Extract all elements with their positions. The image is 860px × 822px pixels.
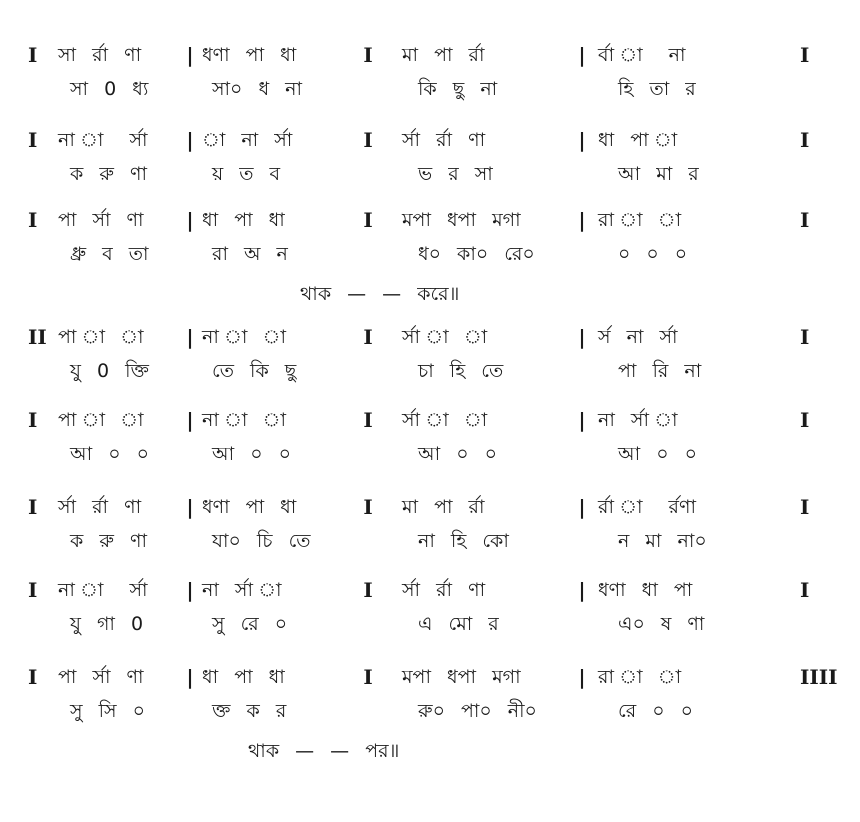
barline: | [186, 325, 194, 349]
swar-line [0, 205, 860, 235]
lyric-measure: রা অ ন [212, 243, 288, 265]
swar-measure: র্সা র্রা ণা [402, 129, 486, 151]
closing-barline: I [800, 495, 810, 519]
lyric-line [0, 356, 860, 386]
lyric-measure: চা হি তে [418, 360, 504, 382]
closing-barline: I [800, 208, 810, 232]
lyric-measure: সা 0 ধ্য [70, 78, 149, 100]
opening-barline: I [28, 665, 38, 689]
swar-measure: মা পা র্রা [402, 496, 485, 518]
lyric-measure: আ ০ ০ [70, 443, 149, 465]
barline: | [186, 43, 194, 67]
swar-measure: ধা পা ধা [202, 666, 285, 688]
closing-barline: I [800, 578, 810, 602]
swar-line [0, 322, 860, 352]
lyric-measure: রু০ পা০ নী০ [418, 700, 537, 722]
lyric-measure: ধ্রু ব তা [70, 243, 149, 265]
lyric-measure: ০ ০ ০ [618, 243, 688, 265]
lyric-measure: আ মা র [618, 163, 699, 185]
lyric-measure: সু সি ০ [70, 700, 145, 722]
barline: | [578, 578, 586, 602]
swar-measure: র্সা া া [402, 409, 498, 431]
closing-barline: I [800, 325, 810, 349]
opening-barline: II [28, 325, 47, 349]
lyric-line [0, 159, 860, 189]
lyric-measure: ক রু ণা [70, 530, 147, 552]
swar-measure: র্সা া া [402, 326, 498, 348]
swar-line [0, 492, 860, 522]
swar-line [0, 575, 860, 605]
swar-measure: ধণা পা ধা [202, 44, 297, 66]
barline: | [578, 128, 586, 152]
lyric-measure: হি তা র [618, 78, 696, 100]
lyric-line [0, 526, 860, 556]
barline: | [578, 43, 586, 67]
lyric-measure: ন মা না০ [618, 530, 707, 552]
lyric-line [0, 74, 860, 104]
closing-barline: I [800, 128, 810, 152]
swar-measure: না র্সা া [202, 579, 292, 601]
barline: | [578, 325, 586, 349]
swar-measure: পা া া [58, 409, 154, 431]
lyric-measure: তে কি ছু [212, 360, 297, 382]
barline: I [363, 325, 373, 349]
swar-measure: র্সা র্রা ণা [58, 496, 142, 518]
swar-measure: না া া [202, 326, 296, 348]
swar-measure: রা া া [598, 209, 692, 231]
swar-measure: ধা পা ধা [202, 209, 285, 231]
swar-measure: পা র্সা ণা [58, 666, 144, 688]
lyric-measure: যু গা 0 [70, 613, 144, 635]
opening-barline: I [28, 208, 38, 232]
barline: | [578, 208, 586, 232]
swar-measure: র্বা া না [598, 44, 686, 66]
swar-line [0, 405, 860, 435]
swar-measure: পা র্সা ণা [58, 209, 144, 231]
opening-barline: I [28, 578, 38, 602]
barline: | [186, 495, 194, 519]
swar-measure: পা া া [58, 326, 154, 348]
swar-measure: না া া [202, 409, 296, 431]
barline: | [578, 408, 586, 432]
swar-line [0, 40, 860, 70]
barline: | [186, 128, 194, 152]
lyric-line [0, 609, 860, 639]
opening-barline: I [28, 43, 38, 67]
swar-line [0, 125, 860, 155]
lyric-measure: ধ০ কা০ রে০ [418, 243, 535, 265]
lyric-measure: কি ছু না [418, 78, 498, 100]
barline: | [578, 495, 586, 519]
closing-barline: IIII [800, 665, 838, 689]
lyric-line [0, 239, 860, 269]
barline: | [578, 665, 586, 689]
lyric-measure: না হি কো [418, 530, 509, 552]
swar-line [0, 662, 860, 692]
swar-measure: মপা ধপা মগা [402, 666, 521, 688]
lyric-measure: রে ০ ০ [618, 700, 693, 722]
swar-measure: ধণা ধা পা [598, 579, 693, 601]
lyric-measure: এ মো র [418, 613, 499, 635]
lyric-measure: যু 0 ক্তি [70, 360, 150, 382]
lyric-line [0, 439, 860, 469]
barline: | [186, 665, 194, 689]
swar-measure: না র্সা া [598, 409, 688, 431]
lyric-measure: যা০ চি তে [212, 530, 311, 552]
swar-measure: া না র্সা [202, 129, 293, 151]
lyric-measure: ভ র সা [418, 163, 493, 185]
swar-measure: সা র্রা ণা [58, 44, 142, 66]
lyric-measure: ক্ত ক র [212, 700, 287, 722]
closing-phrase: থাক — — করে॥ [300, 283, 460, 305]
swar-measure: র্রা া র্রণা [598, 496, 697, 518]
opening-barline: I [28, 495, 38, 519]
barline: I [363, 128, 373, 152]
barline: I [363, 665, 373, 689]
swar-measure: রা া া [598, 666, 692, 688]
barline: I [363, 495, 373, 519]
barline: I [363, 578, 373, 602]
lyric-measure: সু রে ০ [212, 613, 288, 635]
swar-measure: না া র্সা [58, 579, 148, 601]
lyric-measure: ক রু ণা [70, 163, 147, 185]
swar-measure: ধণা পা ধা [202, 496, 297, 518]
barline: I [363, 208, 373, 232]
lyric-measure: য় ত ব [212, 163, 281, 185]
swar-measure: ধা পা া [598, 129, 688, 151]
closing-barline: I [800, 43, 810, 67]
opening-barline: I [28, 128, 38, 152]
swar-measure: মপা ধপা মগা [402, 209, 521, 231]
opening-barline: I [28, 408, 38, 432]
lyric-measure: এ০ ষ ণা [618, 613, 705, 635]
barline: | [186, 578, 194, 602]
lyric-line [0, 696, 860, 726]
swar-measure: র্স না র্সা [598, 326, 678, 348]
lyric-measure: আ ০ ০ [418, 443, 497, 465]
barline: I [363, 43, 373, 67]
swar-measure: মা পা র্রা [402, 44, 485, 66]
closing-phrase: থাক — — পর॥ [248, 740, 400, 762]
closing-barline: I [800, 408, 810, 432]
lyric-measure: আ ০ ০ [212, 443, 291, 465]
lyric-measure: সা০ ধ না [212, 78, 302, 100]
barline: | [186, 408, 194, 432]
lyric-measure: পা রি না [618, 360, 702, 382]
barline: I [363, 408, 373, 432]
swar-measure: র্সা র্রা ণা [402, 579, 486, 601]
swar-measure: না া র্সা [58, 129, 148, 151]
lyric-measure: আ ০ ০ [618, 443, 697, 465]
barline: | [186, 208, 194, 232]
